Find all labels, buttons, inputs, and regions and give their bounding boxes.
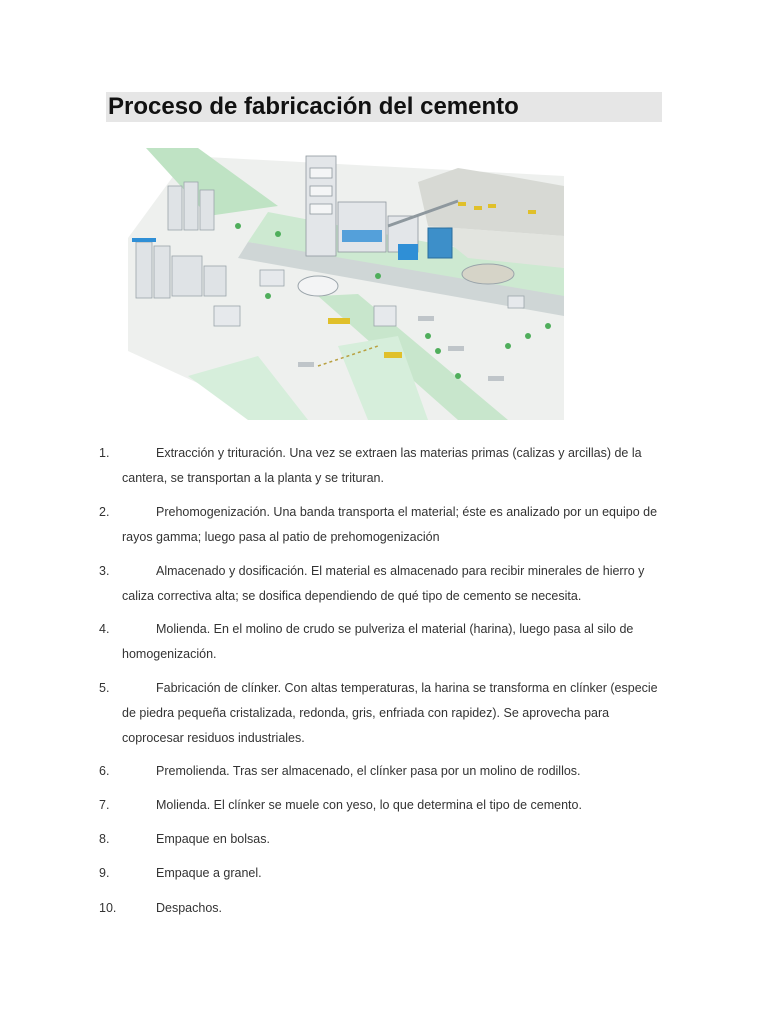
- list-item: [99, 896, 667, 921]
- list-item: [99, 861, 667, 886]
- step-number: 3.: [99, 564, 110, 578]
- list-item: [99, 500, 667, 550]
- step-number: 5.: [99, 681, 110, 695]
- list-item: [99, 559, 667, 609]
- step-number: 10.: [99, 901, 117, 915]
- step-text: Prehomogenización. Una banda transporta el material; éste es analizado por un equipo de rayos gamma; luego pasa al patio de prehomogenización: [122, 505, 658, 544]
- list-item: [99, 441, 667, 491]
- title-highlight: [106, 92, 662, 122]
- list-item: [99, 759, 667, 784]
- list-item: [99, 617, 667, 667]
- step-number: 9.: [99, 866, 110, 880]
- step-text: Despachos.: [156, 901, 223, 915]
- step-number: 6.: [99, 764, 110, 778]
- step-number: 1.: [99, 446, 110, 460]
- step-text: Molienda. El clínker se muele con yeso, lo que determina el tipo de cemento.: [156, 798, 582, 812]
- step-text: Empaque en bolsas.: [156, 832, 270, 846]
- list-item: [99, 676, 667, 751]
- list-item: [99, 793, 667, 818]
- step-number: 8.: [99, 832, 110, 846]
- list-item: [99, 827, 667, 852]
- step-text: Extracción y trituración. Una vez se extraen las materias primas (calizas y arcillas) de la cantera, se transportan a la planta y se trituran.: [122, 446, 642, 485]
- cement-plant-illustration: [128, 146, 564, 420]
- page-title: Proceso de fabricación del cemento: [108, 93, 519, 120]
- step-text: Premolienda. Tras ser almacenado, el clínker pasa por un molino de rodillos.: [156, 764, 581, 778]
- step-text: Almacenado y dosificación. El material es almacenado para recibir minerales de hierro y caliza correctiva alta; se dosifica dependiendo de qué tipo de cemento se necesita.: [122, 564, 645, 603]
- step-number: 7.: [99, 798, 110, 812]
- step-number: 2.: [99, 505, 110, 519]
- step-text: Empaque a granel.: [156, 866, 262, 880]
- step-number: 4.: [99, 622, 110, 636]
- step-text: Fabricación de clínker. Con altas temperaturas, la harina se transforma en clínker (especie de piedra pequeña cristalizada, redonda, gris, enfriada con rapidez). Se aprovecha para coprocesar residuos industriales.: [122, 681, 658, 745]
- step-text: Molienda. En el molino de crudo se pulveriza el material (harina), luego pasa al silo de homogenización.: [122, 622, 634, 661]
